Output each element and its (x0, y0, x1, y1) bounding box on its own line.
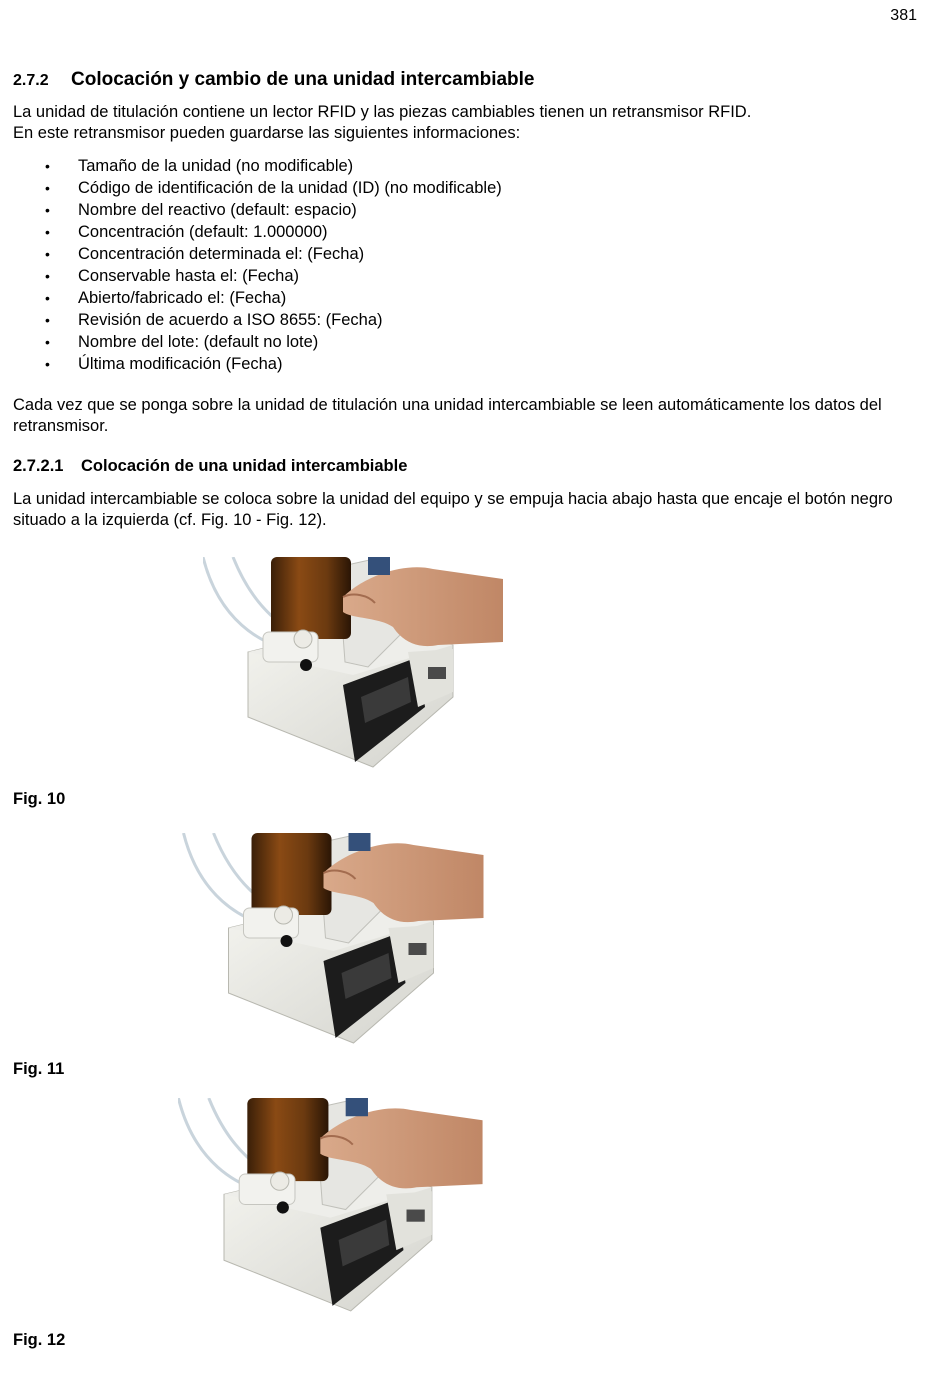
bullet-icon: • (45, 202, 50, 218)
fig-12-titrator-photo-icon (178, 1098, 488, 1316)
subsection-paragraph: La unidad intercambiable se coloca sobre la unidad del equipo y se empuja hacia abajo hasta que encaje el botón negro situado a la izquierda (cf. Fig. 10 - Fig. 12). (13, 490, 893, 529)
bullet-icon: • (45, 356, 50, 372)
list-item: • Código de identificación de la unidad (ID) (no modificable) (45, 179, 502, 197)
list-item: • Nombre del lote: (default no lote) (45, 333, 319, 351)
list-item: • Tamaño de la unidad (no modificable) (45, 157, 354, 175)
list-item: • Nombre del reactivo (default: espacio) (45, 201, 357, 219)
list-item: • Concentración determinada el: (Fecha) (45, 245, 365, 263)
bullet-icon: • (45, 158, 50, 174)
section-number: 2.7.2 (13, 72, 49, 89)
bullet-icon: • (45, 268, 50, 284)
section-title: Colocación y cambio de una unidad intercambiable (71, 69, 535, 90)
bullet-icon: • (45, 312, 50, 328)
list-item: • Revisión de acuerdo a ISO 8655: (Fecha) (45, 311, 383, 329)
bullet-icon: • (45, 180, 50, 196)
subsection-title: Colocación de una unidad intercambiable (81, 457, 408, 475)
outro-paragraph: Cada vez que se ponga sobre la unidad de titulación una unidad intercambiable se leen automáticamente los datos del retransmisor. (13, 396, 882, 435)
subsection-heading (13, 457, 407, 476)
fig-10-titrator-photo-icon (203, 557, 508, 772)
subsection-number: 2.7.2.1 (13, 457, 64, 475)
intro-paragraph-line1: La unidad de titulación contiene un lector RFID y las piezas cambiables tienen un retransmisor RFID. (13, 103, 752, 121)
fig-12-caption: Fig. 12 (13, 1331, 66, 1349)
bullet-icon: • (45, 290, 50, 306)
list-item: • Conservable hasta el: (Fecha) (45, 267, 300, 285)
list-item: • Última modificación (Fecha) (45, 355, 283, 373)
bullet-icon: • (45, 334, 50, 350)
section-heading (13, 69, 535, 91)
page-number: 381 (890, 7, 917, 24)
fig-11-caption: Fig. 11 (13, 1060, 65, 1078)
list-item: • Concentración (default: 1.000000) (45, 223, 328, 241)
rfid-info-list (0, 155, 502, 375)
bullet-icon: • (45, 224, 50, 240)
bullet-icon: • (45, 246, 50, 262)
fig-10-caption: Fig. 10 (13, 790, 66, 808)
fig-11-titrator-photo-icon (176, 833, 496, 1048)
list-item: • Abierto/fabricado el: (Fecha) (45, 289, 287, 307)
intro-paragraph-line2: En este retransmisor pueden guardarse las siguientes informaciones: (13, 124, 521, 142)
